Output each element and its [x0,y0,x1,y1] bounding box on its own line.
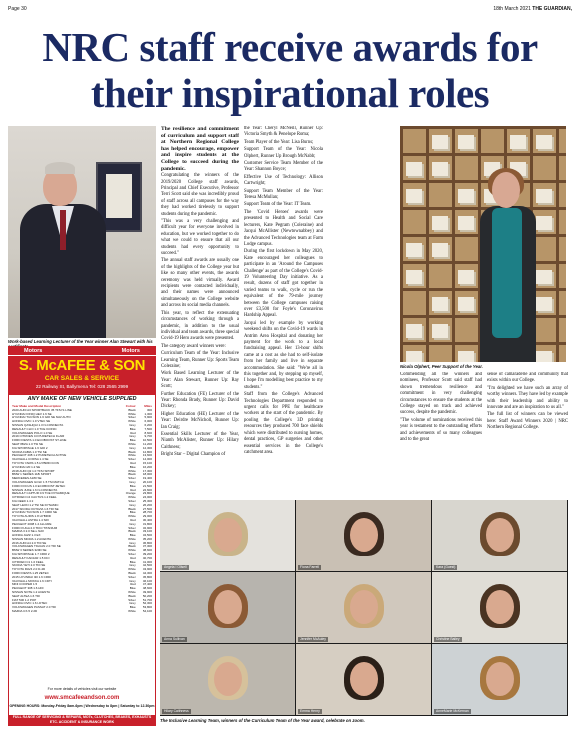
motors-banner [8,346,156,355]
col1-paragraph: The resilience and commitment of curriculum and support staff at Northern Regional College has helped encourage, empower and inspire students at the College to succeed during the pandemic. [161,126,239,172]
col2-paragraph: Staff from the College's Advanced Technologies Department responded to urgent calls for PPE for healthcare workers at the start of the pandemic. By pooling the College's 3D printing resources they produced 700 face shields which were distributed to nursing homes, dental practices, GP surgeries and other essential services in the College's catchment area. [244,392,323,455]
headline-line-2: their inspirational roles [90,70,490,116]
vehicle-cell: 2019 CITROEN C3 PURETECH FLAIR [12,435,65,439]
colour-cell: White [128,610,136,614]
miles-cell: 5,900 [144,416,152,420]
miles-cell: 14,000 [142,458,152,462]
miles-cell: 300 [146,408,152,412]
col2-paragraph: During the first lockdown in May 2020, Kate encouraged her colleagues to participate in an 'Around the Campuses Challenge' as part of the College's Covid-19 Volunteering Day initiative. As a result, dozens of staff got together in varied teams to walk, cycle or run the equivalent of the 79-mile journey between the College campuses raising over £3,500 for Foyle's Coronavirus Hardship Appeal. [244,249,323,319]
miles-cell: 18,000 [142,473,152,477]
miles-cell: 10,500 [142,439,152,443]
colour-cell: White [128,568,136,572]
miles-cell: 39,200 [142,553,152,557]
dealer-address: 22 Railway St, Ballymena Tel: 028 2565 2999 [35,384,129,389]
vehicle-cell: VOLKSWAGEN TIGUAN 2.0 TDI SE [12,545,61,549]
zoom-tile [160,644,295,715]
col2-paragraph: the Year: Cheryl McNeill, Runner Up: Victoria Smyth & Penelope Roma; [244,126,323,138]
col1-paragraph: Further Education (FE) Lecturer of the Year: Rhonda Brady, Runner Up: David Dickey; [161,391,239,410]
colour-cell: Grey [129,541,136,545]
dealer-website[interactable]: www.smcafeeandson.com [44,695,120,701]
colour-cell: White [128,412,136,416]
col3-paragraph: Commending all the winners and nominees, Professor Scott said staff had shown tremendous resilience and commitment in very challenging circumstances to ensure the students at the College stayed on track and achieved success, despite the pandemic. [400,372,482,416]
vehicle-cell: CITROEN C1 1.0 FEEL [12,560,44,564]
photo-alan-stewart [8,126,156,338]
miles-cell: 34,500 [142,534,152,538]
motors-ad [8,356,156,726]
colour-cell: Grey [129,446,136,450]
dealer-subtitle: CAR SALES & SERVICE [44,375,120,382]
page-number: Page 30 [8,6,27,12]
miles-cell: 31,800 [142,522,152,526]
caption-photo-3: The Inclusive Learning Team, winners of the Curriculum Team of the Year award, celebrate on zoom. [160,718,365,723]
zoom-tile [160,572,295,643]
colour-cell: White [128,496,136,500]
miles-cell: 52,300 [142,602,152,606]
colour-cell: Red [130,488,136,492]
vehicle-cell: KIA SPORTAGE 1.6 GDI 2 [12,446,48,450]
miles-cell: 48,600 [142,587,152,591]
colour-cell: Red [130,431,136,435]
vehicle-cell: HYUNDAI IONIQ HEV 1.6 SE [12,412,52,416]
colour-cell: Silver [128,458,136,462]
zoom-participant-name: Angela I Ollsell [164,565,187,570]
zoom-participant-name: Hilary Caithness [164,709,189,714]
miles-cell: 24,000 [142,496,152,500]
vehicle-cell: MAZDA 3 2.0 SE-L NAV [12,530,45,534]
vehicle-table [12,405,152,614]
miles-cell: 49,900 [142,591,152,595]
miles-cell: 41,000 [142,560,152,564]
vehicle-cell: KIA CEED 1.4 2 [12,499,34,503]
colour-cell: Blue [129,484,136,488]
colour-cell: Silver [128,499,136,503]
vehicle-cell: HYUNDAI i20 1.2 SE [12,465,41,469]
col4-paragraph: "I'm delighted we have such an array of worthy winners. They have led by example with their leadership and ability to innovate and are an inspiration to us all." [487,385,568,411]
col3-paragraph: "The volume of nominations received this year is testament to the outstanding efforts and achievements of so many colleagues and to the great [400,417,482,443]
vehicle-cell: VOLKSWAGEN GOLF 1.5 TSI MATCH [12,480,64,484]
vehicle-cell: RENAULT CLIO 1.0 TCE ICONIC [12,427,57,431]
col2-paragraph: Customer Service Team Member of the Year: Shannon Boyce; [244,161,323,173]
vehicle-cell: FORD FIESTA 1.0 ECOBOOST ST-LINE [12,439,67,443]
miles-cell: 47,400 [142,583,152,587]
col1-paragraph: Congratulating the winners of the 2019/2020 College staff awards, Principal and Chief Executive, Professor Terri Scott said she was incredibly proud of staff across all campuses for the way they had worked tirelessly to support students during the pandemic. [161,173,239,217]
miles-cell: 28,700 [142,511,152,515]
vehicle-cell: RENAULT KADJAR 1.5 DCI [12,556,50,560]
colour-cell: Black [128,507,136,511]
zoom-participant-name: Anna Sullivan [164,637,185,642]
miles-cell: 51,700 [142,598,152,602]
colour-cell: Blue [129,511,136,515]
miles-cell: 11,200 [143,442,152,446]
miles-cell: 21,500 [142,484,152,488]
col-header-vehicle: Year Make and Model Description [12,405,62,408]
vehicle-cell: SEAT LEON 1.2 TSI SE DYNAMIC [12,503,59,507]
colour-cell: Black [128,473,136,477]
vehicle-cell: RENAULT CAPTUR 0.9 TCE DYNAMIQUE [12,492,70,496]
miles-cell: 35,200 [142,537,152,541]
col1-paragraph: Work Based Learning Lecturer of the Year: Alan Stewart, Runner Up: Ray Scott; [161,371,239,390]
colour-cell: Black [128,545,136,549]
miles-cell: 9,700 [144,435,152,439]
miles-cell: 12,300 [142,446,152,450]
colour-cell: Blue [129,534,136,538]
vehicle-cell: TOYOTA RAV4 2.0 D-4D [12,568,46,572]
vehicle-cell: 2018 AUDI Q2 1.0 TFSI SPORT [12,469,55,473]
col-header-miles: Miles [144,405,152,408]
colour-cell: Blue [129,560,136,564]
miles-cell: 25,300 [142,499,152,503]
caption-photo-2: Nicola Olphert, Peer Support of the Year. [400,364,483,369]
vehicle-cell: KIA SPORTAGE 1.7 CRDI 2 [12,553,50,557]
zoom-participant-name: Fiona Farrell [300,565,320,570]
colour-cell: Silver [128,416,136,420]
vehicle-cell: HYUNDAI TUCSON 1.7 CRDI SE [12,511,57,515]
miles-cell: 16,200 [142,465,152,469]
vehicle-cell: 2020 AUDI A3 SPORTBACK 35 TFSI S LINE [12,408,72,412]
vehicle-cell: BMW 1 SERIES 118i SPORT [12,473,52,477]
colour-cell: Silver [128,477,136,481]
vehicle-cell: HONDA CIVIC 1.0 VTEC SE [12,420,51,424]
col1-paragraph: Essential Skills Lecturer of the Year, Niamh McAlister, Runner Up: Hilary Caithness; [161,432,239,450]
colour-cell: White [128,537,136,541]
miles-cell: 22,600 [142,488,152,492]
colour-cell: Blue [129,465,136,469]
vehicle-cell: HYUNDAI TUCSON 1.6 GDI SE NAV AUTO [12,416,71,420]
vehicle-cell: SKODA YETI 2.0 TDI SE [12,564,46,568]
vehicle-cell: VOLKSWAGEN POLO 1.0 SE [12,431,53,435]
opening-hours: OPENING HOURS: Monday-Friday 8am-6pm | Wednesday to 8pm | Saturday to 12.30pm [9,704,155,708]
miles-cell: 43,900 [142,568,152,572]
zoom-participant-name: Christine Bailey [436,637,460,642]
col2-paragraph: The 'Covid Heroes' awards were presented to Health and Social Care lecturers, Kate Pegram (Coleraine) and Jacqui McAllister (Newtownabbey) and the Advanced Technologies team at Farm Lodge campus. [244,209,323,247]
colour-cell: Orange [125,492,136,496]
vehicle-cell: VOLKSWAGEN PASSAT 2.0 TDI [12,606,57,610]
col1-paragraph: Bright Star – Digital Champion of [161,452,226,458]
miles-cell: 8,600 [144,431,152,435]
vehicle-cell: CITROEN C4 CACTUS 1.2 FEEL [12,496,57,500]
col1-paragraph: The category award winners were: [161,343,226,349]
article-column-1 [161,126,239,496]
caption-photo-1: Work-based Learning Lecturer of the Year winner Alan Stewart with his [8,339,153,344]
col1-paragraph: The annual staff awards are usually one of the highlights of the College year but like so many other events, the awards ceremony was held virtually. Award recipients were contacted individually, and their names were announced simultaneously on the College website and across its social media channels. [161,258,239,309]
col2-paragraph: Jacqui led by example by working weekend shifts on the Covid-19 wards in Antrim Area Hospital and donating her payment for the work to a local fundraising appeal. Her 13-hour shifts came at a cost as she had to self-isolate from her family and live in separate accommodation. She said: "We're all in this together and, by stepping up myself, I hope I'm modelling best practice to my students." [244,320,323,390]
vehicle-cell: HONDA CIVIC 1.6 I-DTEC [12,602,48,606]
col4-paragraph: The full list of winners can be viewed here: Staff Award Winners 2020 | NRC Northern Regional College. [487,412,568,431]
miles-cell: 15,100 [142,461,152,465]
motors-label-left: Motors [24,347,43,354]
colour-cell: Blue [129,439,136,443]
vehicle-cell: VAUXHALL MOKKA 1.6 CDTI [12,579,52,583]
miles-cell: 23,800 [142,492,152,496]
vehicle-cell: NISSAN QASHQAI 1.3 N-CONNECTA [12,423,64,427]
zoom-tile [296,572,431,643]
colour-cell: Grey [129,564,136,568]
vehicle-cell: MAZDA CX-5 2.2D [12,610,38,614]
colour-cell: White [128,454,136,458]
colour-cell: Grey [129,522,136,526]
dealer-footnote: For more details of vehicles visit our website [47,687,117,691]
zoom-tile [432,572,567,643]
colour-cell: Silver [128,526,136,530]
article-column-3 [400,372,482,496]
colour-cell: White [128,442,136,446]
colour-cell: Black [128,594,136,598]
col1-paragraph: Curriculum Team of the Year: Inclusive Learning Team, Runner Up: Sports Team Coleraine; [161,351,239,369]
vehicle-cell: VAUXHALL CORSA 1.4 SE [12,458,49,462]
miles-cell: 29,000 [142,515,152,519]
vehicle-cell: VAUXHALL ASTRA 1.4 SRI [12,518,49,522]
miles-cell: 12,800 [142,450,152,454]
vehicle-cell: 2015 HYUNDAI i30 1.6 CRDI [12,575,52,579]
col4-paragraph: sense of camaraderie and community that exists within our College. [487,372,568,384]
colour-cell: Black [128,450,136,454]
dealer-name: S. McAFEE & SON [18,357,146,374]
miles-cell: 36,800 [142,541,152,545]
zoom-participant-name: AnneMarie McKernan [436,709,469,714]
col2-paragraph: Team Player of the Year: Lisa Burns; [244,139,314,145]
colour-cell: Grey [129,602,136,606]
zoom-tile [432,644,567,715]
colour-cell: Grey [129,435,136,439]
miles-cell: 32,900 [142,526,152,530]
miles-cell: 30,400 [142,518,152,522]
zoom-tile [160,500,295,571]
paper-name: THE GUARDIAN, [532,6,572,12]
zoom-participant-name: Kara (Guest) [436,565,456,570]
vehicle-cell: NISSAN JUKE 1.6 N-CONNECTA [12,488,58,492]
vehicle-cell: 2017 SKODA OCTAVIA 1.6 TDI SE [12,507,59,511]
services-strip: FULL RANGE OF SERVICING & REPAIRS, MOTs, CLUTCHES, BRAKES, EXHAUSTS ETC. ACCIDENT & INSURANCE WORK [9,715,155,726]
vehicle-cell: HONDA JAZZ 1.3 EX [12,534,41,538]
vehicle-cell: TOYOTA AURIS 1.8 HYBRID [12,515,51,519]
dealer-tagline: ANY MAKE OF NEW VEHICLE SUPPLIED [27,396,137,402]
miles-cell: 19,400 [142,477,152,481]
miles-cell: 40,700 [142,556,152,560]
vehicle-cell: TOYOTA YARIS 1.5 HYBRID ICON [12,461,59,465]
miles-cell: 50,200 [142,594,152,598]
colour-cell: White [128,549,136,553]
zoom-tile [296,500,431,571]
vehicle-cell: SEAT IBIZA 1.0 TSI SE [12,442,44,446]
colour-cell: Black [128,530,136,534]
col1-paragraph: "This was a very challenging and difficult year for everyone involved in education, but we worked together to do what we could to ensure that all our students had every opportunity to succeed." [161,219,239,257]
colour-cell: White [128,469,136,473]
colour-cell: White [128,591,136,595]
vehicle-cell: 2016 AUDI A4 2.0 TDI SE [12,541,47,545]
miles-cell: 37,300 [142,545,152,549]
col2-paragraph: Support Team of the Year: Nicola Olphert, Runner Up Brough McNabb; [244,147,323,159]
colour-cell: Blue [129,587,136,591]
miles-cell: 46,100 [142,579,152,583]
article-column-4 [487,372,568,496]
vehicle-cell: SEAT ALTEA 1.6 TDI [12,594,40,598]
miles-cell: 7,500 [144,427,152,431]
colour-cell: Grey [129,423,136,427]
colour-cell: Grey [129,579,136,583]
colour-cell: Blue [129,606,136,610]
colour-cell: Red [130,518,136,522]
colour-cell: Black [128,408,136,412]
miles-cell: 17,300 [142,469,152,473]
zoom-participant-name: Jennifer McAuley [300,637,327,642]
miles-cell: 54,100 [142,610,152,614]
headline [8,24,572,116]
miles-cell: 6,200 [144,423,152,427]
vehicle-cell: PEUGEOT 308 1.6 HDI [12,587,44,591]
miles-cell: 13,600 [142,454,152,458]
col1-paragraph: Higher Education (HE) Lecturer of the Year: Deirdre McNicholl, Runner Up: Ian Craig; [161,411,239,430]
miles-cell: 42,500 [142,564,152,568]
issue-date: 18th March 2021 THE GUARDIAN, [493,6,572,12]
miles-cell: 53,800 [142,606,152,610]
page-header [8,4,572,14]
vehicle-cell: FORD FIESTA 1.25 ZETEC [12,572,49,576]
colour-cell: Red [130,583,136,587]
colour-cell: Red [130,461,136,465]
vehicle-cell: SKODA FABIA 1.0 TSI SE [12,450,47,454]
colour-cell: Grey [129,480,136,484]
colour-cell: White [128,515,136,519]
vehicle-cell: FIAT 500 1.2 POP [12,598,37,602]
colour-cell: Red [130,556,136,560]
vehicle-cell: PEUGEOT 2008 1.2 ALLURE [12,522,52,526]
vehicle-cell: PEUGEOT 208 1.2 PURETECH ACTIVE [12,454,67,458]
miles-cell: 20,100 [142,480,152,484]
motors-label-right: Motors [121,347,140,354]
miles-cell: 26,200 [142,503,152,507]
vehicle-cell: NISSAN NOTE 1.2 ACENTA [12,591,50,595]
vehicle-cell: FORD FOCUS 1.0 ECOBOOST ZETEC [12,484,66,488]
col2-paragraph: Support Team of the Year: IT Team. [244,202,312,208]
colour-cell: White [128,420,136,424]
miles-cell: 1,300 [144,412,152,416]
col2-paragraph: Support Team Member of the Year: Teresa McMullan; [244,188,323,201]
miles-cell: 38,600 [142,549,152,553]
colour-cell: Silver [128,575,136,579]
vehicle-cell: FORD KUGA 2.0 TDCI TITANIUM [12,526,58,530]
vehicle-cell: NISSAN MICRA 1.2 ACENTA [12,537,52,541]
miles-cell: 6,000 [144,420,152,424]
col1-paragraph: This year, to reflect the extenuating circumstances of working through a pandemic, in addition to the usual individual and team awards, three special Covid-19 Hero awards were presented. [161,310,239,342]
zoom-tile [432,500,567,571]
vehicle-cell: BMW 3 SERIES 320D SE [12,549,47,553]
miles-cell: 27,500 [142,507,152,511]
colour-cell: Grey [129,503,136,507]
zoom-participant-name: Emma Henry [300,709,320,714]
photo-nicola-olphert [400,126,566,362]
photo-zoom-call [160,500,568,716]
miles-cell: 44,300 [142,572,152,576]
vehicle-cell: MINI COOPER 1.5 [12,583,38,587]
zoom-tile [296,644,431,715]
colour-cell: Black [128,572,136,576]
colour-cell: Silver [128,598,136,602]
headline-line-1: NRC staff receive awards for [42,24,538,70]
miles-cell: 33,100 [142,530,152,534]
table-row [12,610,152,614]
colour-cell: Silver [128,553,136,557]
miles-cell: 45,800 [142,575,152,579]
article-column-2 [244,126,323,496]
vehicle-cell: MERCEDES A180 SE [12,477,42,481]
colour-cell: Blue [129,427,136,431]
dealer-brand [9,357,155,395]
col-header-colour: Colour [125,405,136,408]
col2-paragraph: Effective Use of Technology: Allison Cartwright; [244,174,323,187]
